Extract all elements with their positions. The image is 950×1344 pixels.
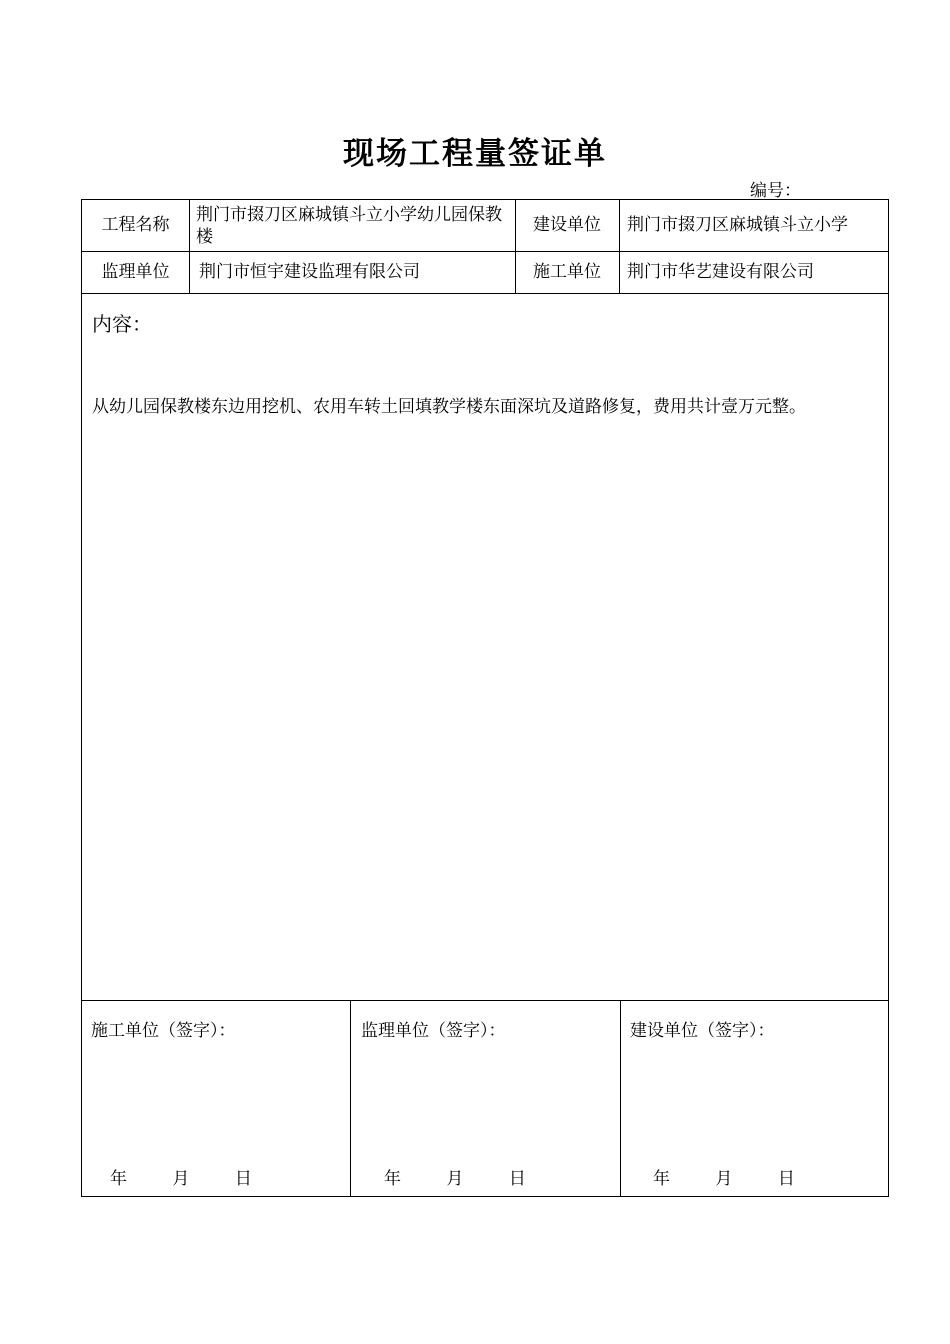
column-divider xyxy=(620,1000,621,1197)
project-name-label: 工程名称 xyxy=(101,215,170,235)
content-text: 从幼儿园保教楼东边用挖机、农用车转土回填教学楼东面深坑及道路修复，费用共计壹万元整。 xyxy=(92,397,806,417)
contractor-signature-date xyxy=(110,1164,252,1189)
year-label: 年 xyxy=(384,1169,401,1189)
project-name-value: 荆门市掇刀区麻城镇斗立小学幼儿园保教楼 xyxy=(196,205,502,247)
document-title: 现场工程量签证单 xyxy=(343,136,607,172)
owner-signature-date xyxy=(653,1164,795,1189)
supervisor-signature-date xyxy=(384,1164,526,1189)
owner-unit-value: 荆门市掇刀区麻城镇斗立小学 xyxy=(627,215,848,235)
month-label: 月 xyxy=(715,1169,733,1189)
serial-number-label: 编号： xyxy=(750,181,801,201)
form-table xyxy=(81,199,889,1197)
year-label: 年 xyxy=(110,1169,127,1189)
contractor-unit-value: 荆门市华艺建设有限公司 xyxy=(627,261,814,282)
supervisor-signature-label: 监理单位（签字）： xyxy=(361,1021,506,1041)
day-label: 日 xyxy=(234,1169,252,1189)
row-divider xyxy=(82,1000,888,1001)
year-label: 年 xyxy=(653,1169,670,1189)
day-label: 日 xyxy=(777,1169,795,1189)
month-label: 月 xyxy=(172,1169,190,1189)
month-label: 月 xyxy=(446,1169,464,1189)
content-label: 内容： xyxy=(92,312,152,336)
column-divider xyxy=(350,1000,351,1197)
owner-signature-label: 建设单位（签字）： xyxy=(630,1021,775,1041)
day-label: 日 xyxy=(508,1169,526,1189)
supervisor-unit-label: 监理单位 xyxy=(101,261,170,282)
supervisor-unit-value: 荆门市恒宇建设监理有限公司 xyxy=(199,261,420,282)
owner-unit-label: 建设单位 xyxy=(533,215,601,235)
contractor-unit-label: 施工单位 xyxy=(533,261,601,282)
contractor-signature-label: 施工单位（签字）： xyxy=(91,1021,236,1041)
row-divider xyxy=(82,293,888,294)
